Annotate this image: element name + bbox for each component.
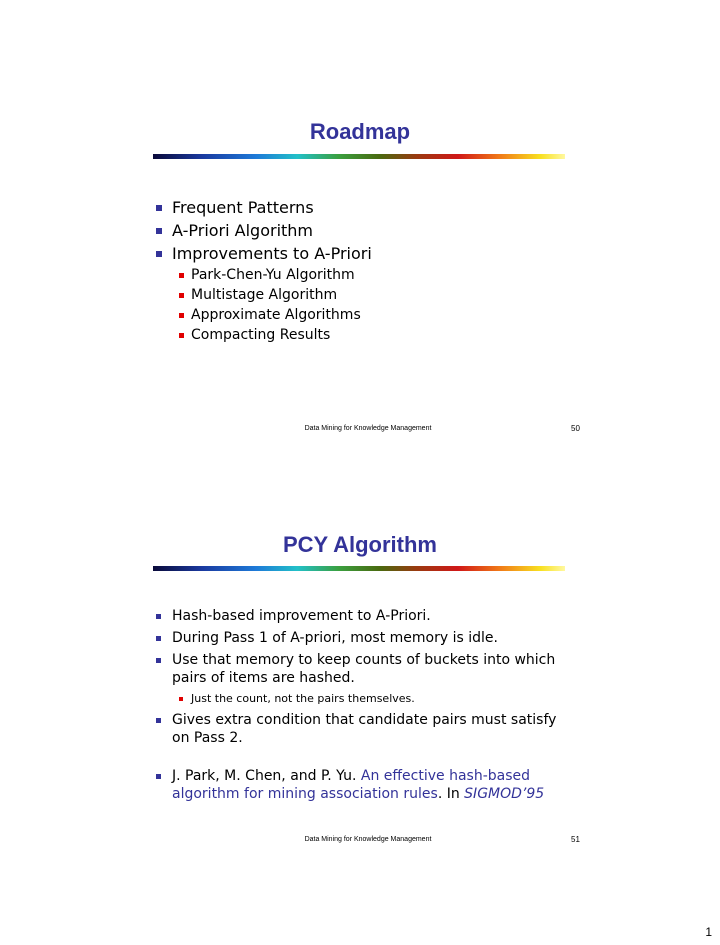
sub-list-item: Multistage Algorithm	[153, 285, 573, 305]
slide-page-number: 50	[571, 424, 580, 433]
sub-list-item: Park-Chen-Yu Algorithm	[153, 265, 573, 285]
sub-list-item: Approximate Algorithms	[153, 305, 573, 325]
gradient-divider	[153, 566, 565, 571]
sub-list-item: Just the count, not the pairs themselves.	[153, 691, 565, 707]
gradient-divider	[153, 154, 565, 159]
reference-venue: SIGMOD’95	[464, 786, 545, 802]
list-item: Improvements to A-Priori	[153, 242, 573, 265]
reference-in: . In	[437, 786, 460, 802]
reference-authors: J. Park, M. Chen, and P. Yu.	[172, 768, 357, 784]
reference-item	[153, 767, 565, 803]
list-item: A-Priori Algorithm	[153, 219, 573, 242]
slide-title: PCY Algorithm	[282, 532, 437, 557]
list-item: Gives extra condition that candidate pairs must satisfy on Pass 2.	[153, 711, 565, 747]
roadmap-bullet-list	[153, 196, 573, 345]
list-item: Use that memory to keep counts of buckets into which pairs of items are hashed.	[153, 651, 565, 687]
slide-page-number: 51	[571, 835, 580, 844]
sub-list-item: Compacting Results	[153, 325, 573, 345]
slide-title: Roadmap	[309, 119, 411, 144]
slide-footer: Data Mining for Knowledge Management	[304, 425, 432, 432]
reference-paper-link[interactable]: An effective hash-based algorithm for mining association rules	[172, 768, 531, 802]
slide-footer: Data Mining for Knowledge Management	[304, 836, 432, 843]
list-item: Hash-based improvement to A-Priori.	[153, 607, 565, 625]
pcy-bullet-list	[153, 607, 565, 803]
sheet-page-number: 1	[705, 925, 712, 939]
list-item: During Pass 1 of A-priori, most memory is idle.	[153, 629, 565, 647]
list-item: Frequent Patterns	[153, 196, 573, 219]
